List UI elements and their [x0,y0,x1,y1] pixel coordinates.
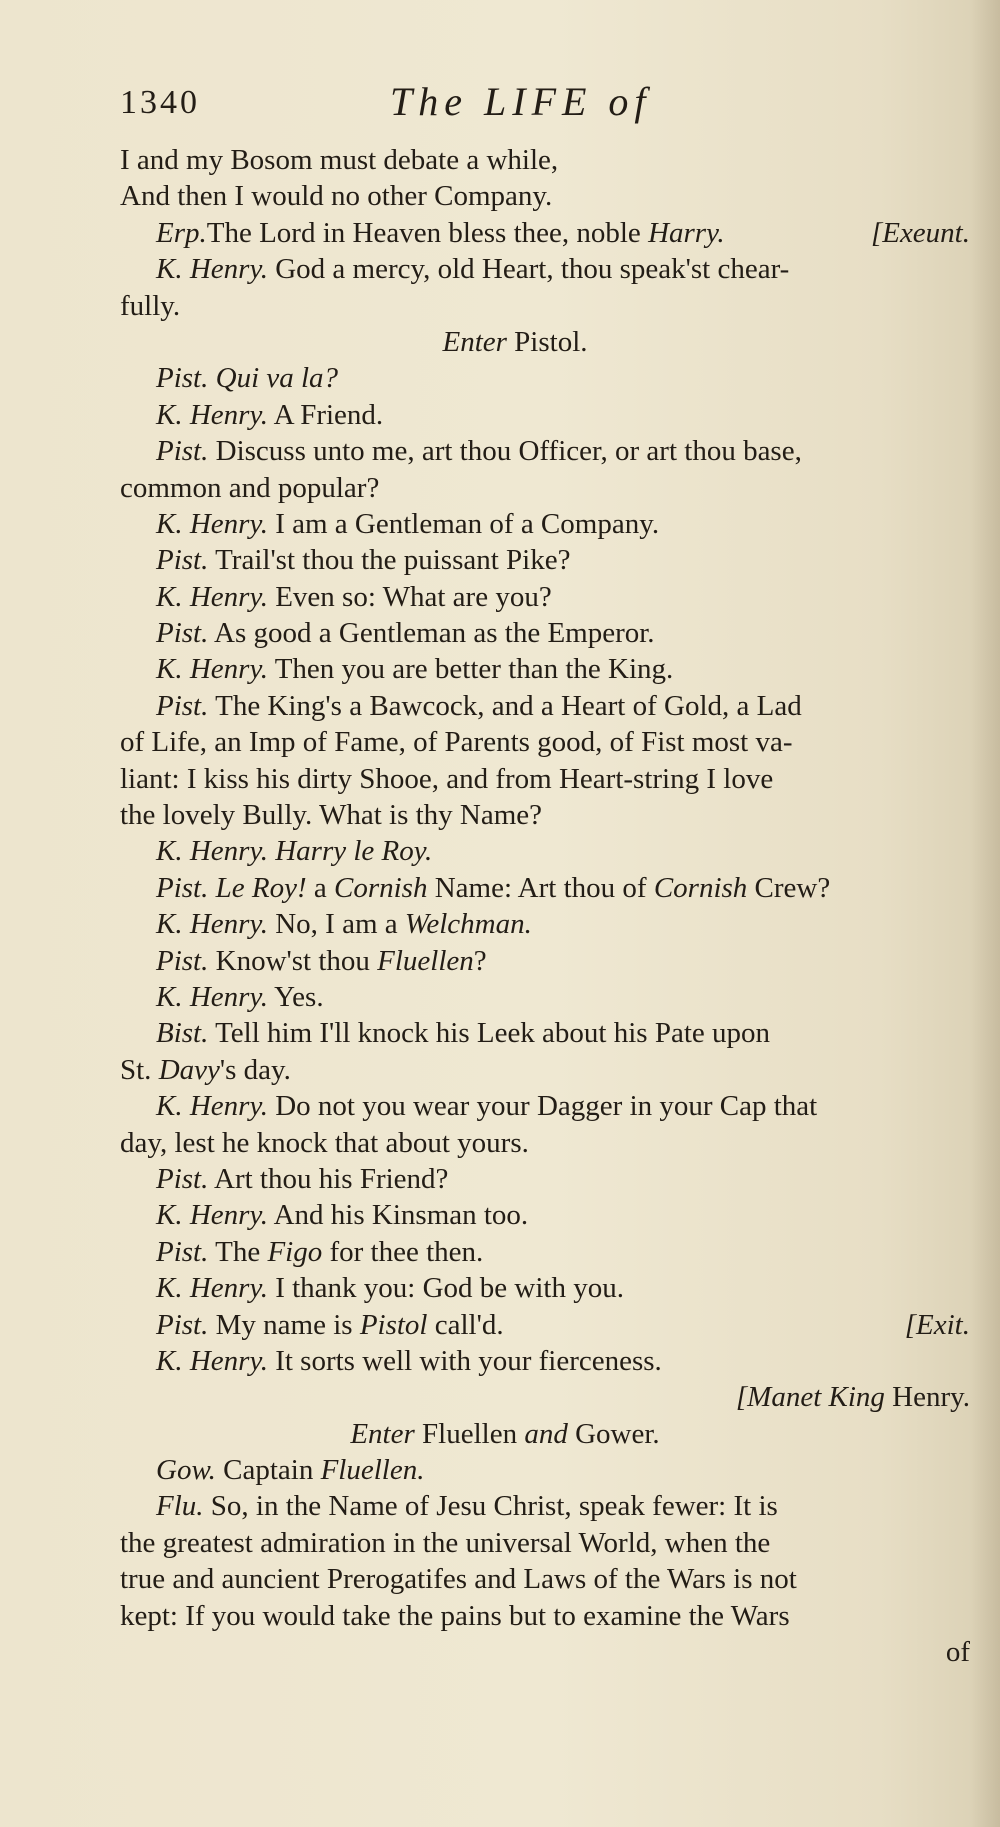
speech-text [156,1307,504,1343]
italic-text-span: Pist. [156,617,209,650]
text-span: Captain [215,1454,321,1487]
text-line [120,142,970,178]
text-line [120,433,970,469]
text-line [120,1343,970,1379]
italic-text-span: Gow. [156,1454,216,1487]
text-line [120,324,970,360]
text-line [120,1525,970,1561]
italic-text-span: K. Henry. [156,835,268,868]
text-span: And his Kinsman too. [267,1199,529,1232]
text-span: the lovely Bully. What is thy Name? [120,799,543,832]
text-line [120,943,970,979]
text-span: of Life, an Imp of Fame, of Parents good, of Fist most va- [120,726,793,759]
text-span: Know'st thou [208,944,378,977]
text-span: Henry. [884,1381,970,1414]
text-span: Then you are better than the King. [267,653,674,686]
text-line [120,761,970,797]
italic-text-span: Le Roy! [215,871,307,904]
italic-text-span: Enter [350,1417,423,1450]
text-line [120,1307,970,1343]
text-line [120,1270,970,1306]
text-span: kept: If you would take the pains but to examine the Wars [120,1599,790,1632]
text-line [120,1598,970,1634]
text-line [120,1125,970,1161]
text-line [120,870,970,906]
text-line [120,251,970,287]
page-number: 1340 [120,84,200,121]
italic-text-span: K. Henry. [156,580,268,613]
text-line [120,1197,970,1233]
italic-text-span: Harry le Roy. [275,835,433,868]
text-span: The King's a Bawcock, and a Heart of Gold, a Lad [208,689,802,722]
text-span [208,872,215,904]
text-span: I am a Gentleman of a Company. [267,507,660,540]
italic-text-span: Welchman. [404,908,532,941]
text-span: Gower. [567,1417,660,1450]
italic-text-span: [Manet King [735,1381,885,1414]
italic-text-span: K. Henry. [156,653,268,686]
italic-text-span: Pist. [156,689,209,722]
italic-text-span: [Exeunt. [870,216,970,249]
italic-text-span: Pist. [156,944,209,977]
text-span: true and auncient Prerogatifes and Laws of the Wars is not [120,1563,797,1596]
italic-text-span: and [524,1417,568,1450]
text-span: Fluellen [422,1417,525,1450]
text-span: So, in the Name of Jesu Christ, speak fewer: It is [203,1490,778,1523]
text-span: It sorts well with your fierceness. [267,1344,662,1377]
text-line [120,178,970,214]
text-span: common and popular? [120,471,380,504]
text-line [120,615,970,651]
italic-text-span: K. Henry. [156,507,268,540]
page-gutter-shadow [970,0,1000,1827]
italic-text-span: K. Henry. [156,1199,268,1232]
text-span: Pistol. [514,325,588,358]
text-line [120,470,970,506]
text-span: Tell him I'll knock his Leek about his Pate upon [208,1017,771,1050]
text-line [120,1161,970,1197]
text-span: liant: I kiss his dirty Shooe, and from Heart-string I love [120,762,774,795]
text-span: The [208,1235,268,1268]
text-span: call'd. [427,1308,504,1341]
catchword: of [945,1636,970,1669]
text-line [120,651,970,687]
italic-text-span: K. Henry. [156,1344,268,1377]
text-line [120,542,970,578]
text-line [120,1416,970,1452]
text-span: St. [120,1053,159,1086]
text-line [120,288,970,324]
text-span: As good a Gentleman as the Emperor. [208,617,655,650]
text-line [120,579,970,615]
italic-text-span: Pistol [359,1308,428,1341]
text-line [120,1379,970,1415]
text-span: ? [473,944,487,977]
text-line [120,1088,970,1124]
text-line [120,1052,970,1088]
italic-text-span: Harry. [648,216,725,249]
text-span: the greatest admiration in the universal World, when the [120,1526,771,1559]
text-span: Do not you wear your Dagger in your Cap that [267,1090,818,1123]
italic-text-span: Flu. [156,1490,204,1523]
text-span: My name is [208,1308,360,1341]
text-span: A Friend. [267,398,384,431]
italic-text-span: Davy [158,1053,220,1086]
text-span: fully. [120,289,181,322]
text-line [120,1234,970,1270]
text-span: I thank you: God be with you. [267,1272,624,1305]
italic-text-span: Bist. [156,1017,209,1050]
italic-text-span: Pist. [156,1235,209,1268]
italic-text-span: Pist. [156,544,209,577]
text-span: I and my Bosom must debate a while, [120,144,559,176]
text-span: 's day. [219,1053,291,1086]
italic-text-span: Pist. [156,1308,209,1341]
italic-text-span: Qui va la? [215,362,339,395]
italic-text-span: K. Henry. [156,398,268,431]
italic-text-span: Figo [267,1235,323,1268]
text-line [120,797,970,833]
text-span: God a mercy, old Heart, thou speak'st chear- [267,253,790,286]
text-line [120,833,970,869]
text-line [120,688,970,724]
italic-text-span: K. Henry. [156,1272,268,1305]
text-span: for thee then. [322,1235,484,1268]
text-span: Trail'st thou the puissant Pike? [208,544,571,577]
italic-text-span: K. Henry. [156,908,268,941]
italic-text-span: Cornish [653,871,748,904]
italic-text-span: K. Henry. [156,980,268,1013]
italic-text-span: Pist. [156,1162,209,1195]
speech-text [156,215,725,251]
text-span: a [306,871,334,904]
italic-text-span: Pist. [156,871,209,904]
stage-direction [871,215,970,251]
text-line [120,906,970,942]
play-text [120,142,970,1670]
text-line [120,215,970,251]
italic-text-span: Pist. [156,435,209,468]
text-span: Yes. [267,980,324,1013]
text-span: Crew? [747,871,831,904]
italic-text-span: Pist. [156,362,209,395]
stage-direction [905,1307,970,1343]
text-line [120,1452,970,1488]
text-span: And then I would no other Company. [120,180,553,213]
text-span: Art thou his Friend? [208,1162,449,1195]
text-line [120,1015,970,1051]
text-line [120,979,970,1015]
text-span: No, I am a [267,908,405,941]
text-line [120,360,970,396]
italic-text-span: Fluellen. [320,1454,425,1487]
text-span [208,362,215,394]
text-line [120,397,970,433]
running-title: The LIFE of [390,79,652,124]
text-line [120,1561,970,1597]
text-span: The Lord in Heaven bless thee, noble [206,216,649,249]
italic-text-span: Fluellen [377,944,474,977]
text-line [120,1488,970,1524]
text-line [120,506,970,542]
italic-text-span: [Exit. [904,1308,970,1341]
italic-text-span: Cornish [334,871,428,904]
text-span: Name: Art thou of [427,871,654,904]
text-span: day, lest he knock that about yours. [120,1126,529,1159]
running-header [120,78,880,128]
italic-text-span: K. Henry. [156,1090,268,1123]
text-span: Even so: What are you? [267,580,552,613]
italic-text-span: Erp. [156,216,207,249]
text-line [120,724,970,760]
italic-text-span: K. Henry. [156,253,268,286]
text-span: Discuss unto me, art thou Officer, or art thou base, [208,435,802,468]
italic-text-span: Enter [442,325,515,358]
